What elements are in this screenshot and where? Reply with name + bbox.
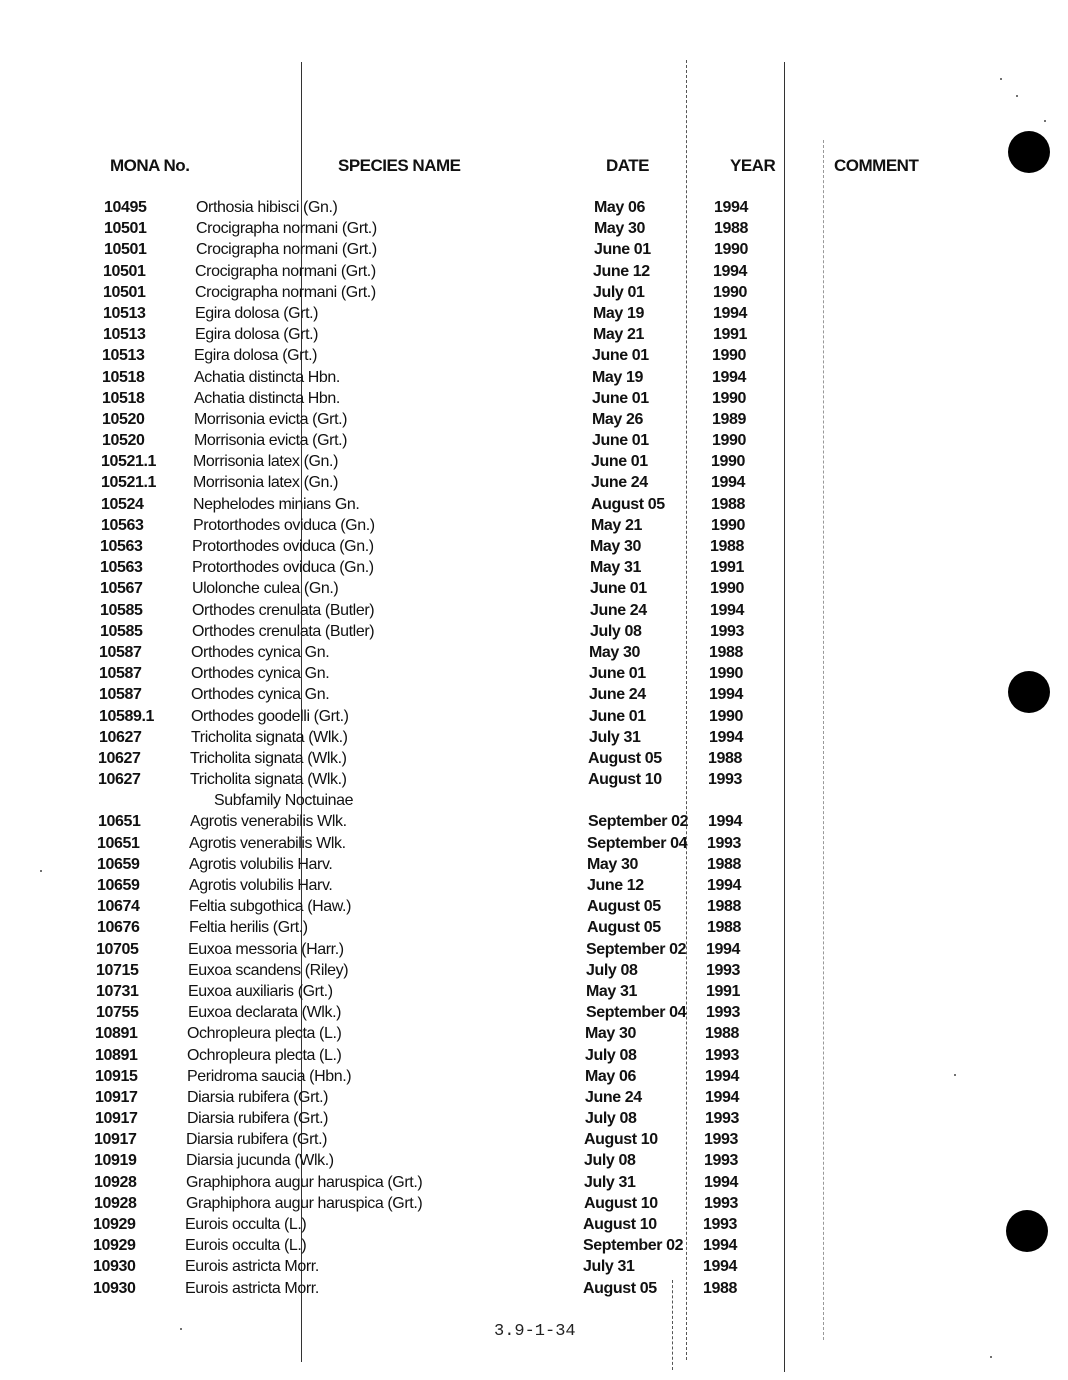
table-row: [0, 729, 1068, 750]
table-row: [0, 305, 1068, 326]
year-cell: 1993: [707, 834, 741, 852]
date-cell: July 01: [593, 283, 645, 301]
header-species-name: SPECIES NAME: [338, 156, 461, 175]
table-row: [0, 390, 1068, 411]
year-cell: 1993: [705, 1046, 739, 1064]
year-cell: 1994: [707, 877, 741, 894]
table-row: [0, 580, 1068, 601]
table-row: [0, 1216, 1068, 1237]
table-row: [0, 241, 1068, 262]
mona-number-cell: 10501: [103, 262, 146, 280]
header-mona-number: MONA No.: [110, 156, 190, 175]
year-cell: 1991: [706, 982, 740, 1000]
mona-number-cell: 10567: [100, 580, 143, 598]
species-name-cell: Euxoa declarata (Wlk.): [188, 1004, 342, 1022]
species-name-cell: Graphiphora augur haruspica (Grt.): [186, 1194, 423, 1212]
mona-number-cell: 10587: [99, 686, 142, 704]
date-cell: May 21: [593, 326, 644, 344]
date-cell: June 24: [585, 1088, 642, 1106]
date-cell: September 04: [587, 834, 688, 852]
species-name-cell: Ochropleura plecta (L.): [187, 1046, 342, 1064]
year-cell: 1993: [710, 622, 744, 640]
year-cell: 1994: [704, 1173, 738, 1191]
date-cell: July 08: [584, 1152, 636, 1170]
mona-number-cell: 10917: [95, 1110, 138, 1128]
year-cell: 1990: [709, 707, 743, 725]
species-name-cell: Agrotis volubilis Harv.: [189, 855, 333, 873]
mona-number-cell: 10917: [94, 1131, 137, 1149]
date-cell: June 01: [589, 665, 646, 683]
date-cell: May 19: [593, 304, 644, 322]
year-cell: 1994: [713, 304, 747, 322]
table-row: [0, 1089, 1068, 1110]
species-name-cell: Orthodes cynica Gn.: [191, 686, 330, 704]
year-cell: 1990: [713, 283, 747, 301]
species-name-cell: Morrisonia evicta (Grt.): [194, 432, 348, 450]
subfamily-heading-row: [0, 792, 1068, 813]
mona-number-cell: 10501: [103, 283, 146, 301]
date-cell: July 08: [590, 622, 642, 640]
year-cell: 1989: [712, 410, 746, 428]
date-cell: May 31: [590, 559, 641, 577]
year-cell: 1990: [714, 241, 748, 259]
species-name-cell: Orthodes cynica Gn.: [191, 643, 330, 661]
table-row: [0, 813, 1068, 834]
species-name-cell: Eurois astricta Morr.: [185, 1258, 319, 1276]
year-cell: 1994: [703, 1258, 737, 1276]
year-cell: 1988: [714, 220, 748, 238]
year-cell: 1990: [709, 665, 743, 683]
table-row: [0, 1068, 1068, 1089]
table-row: [0, 1047, 1068, 1068]
mona-number-cell: 10563: [100, 538, 143, 555]
date-cell: July 31: [583, 1258, 635, 1276]
table-row: [0, 1025, 1068, 1046]
year-cell: 1988: [710, 538, 744, 555]
date-cell: May 06: [594, 199, 645, 216]
mona-number-cell: 10928: [94, 1194, 137, 1212]
mona-number-cell: 10521.1: [101, 453, 157, 471]
mona-number-cell: 10501: [104, 241, 147, 259]
table-row: [0, 1004, 1068, 1025]
date-cell: May 21: [591, 516, 642, 534]
species-name-cell: Egira dolosa (Grt.): [195, 304, 319, 322]
date-cell: June 12: [587, 877, 644, 894]
species-name-cell: Morrisonia latex (Gn.): [193, 453, 339, 471]
date-cell: May 30: [587, 855, 638, 873]
table-row: [0, 686, 1068, 707]
species-name-cell: Orthodes cynica Gn.: [191, 665, 330, 683]
species-name-cell: Agrotis venerabilis Wlk.: [190, 813, 347, 831]
mona-number-cell: 10929: [93, 1237, 136, 1255]
table-row: [0, 856, 1068, 877]
date-cell: September 02: [588, 813, 689, 831]
mona-number-cell: 10563: [100, 559, 143, 577]
date-cell: August 05: [583, 1279, 657, 1297]
year-cell: 1993: [708, 771, 742, 789]
mona-number-cell: 10518: [102, 389, 145, 407]
year-cell: 1988: [708, 749, 742, 767]
species-name-cell: Diarsia rubifera (Grt.): [187, 1088, 329, 1106]
date-cell: August 10: [583, 1216, 657, 1233]
table-row: [0, 559, 1068, 580]
table-row: [0, 1131, 1068, 1152]
mona-number-cell: 10930: [93, 1279, 136, 1297]
date-cell: May 31: [586, 982, 637, 1000]
mona-number-cell: 10563: [101, 516, 144, 534]
species-name-cell: Crocigrapha normani (Grt.): [195, 283, 376, 301]
species-name-cell: Orthodes goodelli (Grt.): [191, 707, 349, 725]
mona-number-cell: 10651: [97, 834, 140, 852]
table-row: [0, 496, 1068, 517]
mona-number-cell: 10705: [96, 940, 139, 958]
year-cell: 1993: [706, 1004, 740, 1022]
mona-number-cell: 10917: [95, 1088, 138, 1106]
table-row: [0, 1258, 1068, 1279]
year-cell: 1993: [704, 1194, 738, 1212]
mona-number-cell: 10501: [104, 220, 147, 238]
date-cell: June 24: [590, 601, 647, 619]
date-cell: May 30: [594, 220, 645, 238]
date-cell: June 01: [589, 707, 646, 725]
species-name-cell: Tricholita signata (Wlk.): [190, 771, 347, 789]
date-cell: June 01: [591, 453, 648, 471]
date-cell: May 30: [585, 1025, 636, 1043]
table-row: [0, 1152, 1068, 1173]
table-row: [0, 708, 1068, 729]
year-cell: 1990: [711, 516, 745, 534]
year-cell: 1988: [707, 898, 741, 916]
species-name-cell: Morrisonia evicta (Grt.): [194, 410, 348, 428]
table-row: [0, 347, 1068, 368]
date-cell: September 02: [586, 940, 687, 958]
year-cell: 1994: [713, 262, 747, 280]
mona-number-cell: 10715: [96, 961, 139, 979]
species-name-cell: Tricholita signata (Wlk.): [191, 728, 348, 746]
date-cell: June 01: [590, 580, 647, 598]
date-cell: May 30: [589, 643, 640, 661]
species-name-cell: Euxoa scandens (Riley): [188, 961, 349, 979]
year-cell: 1994: [710, 601, 744, 619]
species-name-cell: Crocigrapha normani (Grt.): [196, 241, 377, 259]
table-row: [0, 919, 1068, 940]
table-row: [0, 1280, 1068, 1301]
mona-number-cell: 10930: [93, 1258, 136, 1276]
date-cell: August 10: [584, 1194, 658, 1212]
mona-number-cell: 10674: [97, 898, 140, 916]
year-cell: 1991: [713, 326, 747, 344]
year-cell: 1994: [703, 1237, 737, 1255]
table-row: [0, 1110, 1068, 1131]
table-row: [0, 644, 1068, 665]
scan-speck: [1016, 95, 1018, 97]
date-cell: August 05: [587, 898, 661, 916]
year-cell: 1993: [706, 961, 740, 979]
mona-number-cell: 10755: [96, 1004, 139, 1022]
mona-number-cell: 10524: [101, 495, 144, 513]
mona-number-cell: 10891: [95, 1046, 138, 1064]
date-cell: June 01: [592, 389, 649, 407]
year-cell: 1988: [707, 855, 741, 873]
species-name-cell: Diarsia rubifera (Grt.): [186, 1131, 328, 1149]
species-name-cell: Feltia herilis (Grt.): [189, 919, 308, 937]
table-row: [0, 453, 1068, 474]
table-row: [0, 220, 1068, 241]
species-name-cell: Eurois occulta (L.): [185, 1216, 307, 1233]
year-cell: 1993: [704, 1152, 738, 1170]
table-row: [0, 284, 1068, 305]
year-cell: 1993: [704, 1131, 738, 1149]
mona-number-cell: 10520: [102, 410, 145, 428]
mona-number-cell: 10518: [102, 368, 145, 386]
date-cell: May 26: [592, 410, 643, 428]
date-cell: June 24: [589, 686, 646, 704]
species-name-cell: Protorthodes oviduca (Gn.): [192, 538, 374, 555]
year-cell: 1988: [707, 919, 741, 937]
year-cell: 1991: [710, 559, 744, 577]
punch-hole-top: [1008, 131, 1050, 173]
species-name-cell: Orthodes crenulata (Butler): [192, 601, 375, 619]
species-name-cell: Achatia distincta Hbn.: [194, 368, 340, 386]
mona-number-cell: 10676: [97, 919, 140, 937]
date-cell: August 05: [588, 749, 662, 767]
year-cell: 1994: [714, 199, 748, 216]
date-cell: August 05: [587, 919, 661, 937]
date-cell: July 08: [585, 1110, 637, 1128]
mona-number-cell: 10928: [94, 1173, 137, 1191]
table-row: [0, 538, 1068, 559]
scan-speck: [990, 1356, 992, 1358]
table-row: [0, 665, 1068, 686]
species-name-cell: Feltia subgothica (Haw.): [189, 898, 352, 916]
mona-number-cell: 10659: [97, 877, 140, 894]
mona-number-cell: 10521.1: [101, 474, 157, 492]
species-name-cell: Euxoa messoria (Harr.): [188, 940, 344, 958]
year-cell: 1993: [705, 1110, 739, 1128]
table-row: [0, 602, 1068, 623]
year-cell: 1988: [705, 1025, 739, 1043]
table-row: [0, 1195, 1068, 1216]
year-cell: 1990: [712, 347, 746, 365]
table-row: [0, 432, 1068, 453]
species-name-cell: Eurois occulta (L.): [185, 1237, 307, 1255]
year-cell: 1990: [711, 453, 745, 471]
date-cell: August 05: [591, 495, 665, 513]
page-number: 3.9-1-34: [494, 1322, 576, 1341]
year-cell: 1990: [712, 432, 746, 450]
year-cell: 1988: [703, 1279, 737, 1297]
table-row: [0, 983, 1068, 1004]
mona-number-cell: 10659: [97, 855, 140, 873]
mona-number-cell: 10915: [95, 1067, 138, 1085]
date-cell: July 31: [584, 1173, 636, 1191]
date-cell: July 08: [585, 1046, 637, 1064]
species-name-cell: Tricholita signata (Wlk.): [190, 749, 347, 767]
table-row: [0, 898, 1068, 919]
date-cell: September 02: [583, 1237, 684, 1255]
mona-number-cell: 10651: [98, 813, 141, 831]
scan-speck: [1044, 120, 1046, 122]
mona-number-cell: 10513: [103, 326, 146, 344]
header-year: YEAR: [730, 156, 776, 175]
table-row: [0, 1174, 1068, 1195]
date-cell: September 04: [586, 1004, 687, 1022]
mona-number-cell: 10627: [98, 749, 141, 767]
species-name-cell: Diarsia jucunda (Wlk.): [186, 1152, 334, 1170]
year-cell: 1990: [712, 389, 746, 407]
mona-number-cell: 10891: [95, 1025, 138, 1043]
year-cell: 1994: [711, 474, 745, 492]
mona-number-cell: 10929: [93, 1216, 136, 1233]
date-cell: June 01: [594, 241, 651, 259]
date-cell: July 31: [589, 728, 641, 746]
table-row: [0, 962, 1068, 983]
table-row: [0, 411, 1068, 432]
date-cell: May 30: [590, 538, 641, 555]
table-row: [0, 369, 1068, 390]
mona-number-cell: 10513: [103, 304, 146, 322]
year-cell: 1994: [705, 1067, 739, 1085]
mona-number-cell: 10919: [94, 1152, 137, 1170]
mona-number-cell: 10589.1: [99, 707, 155, 725]
year-cell: 1994: [709, 686, 743, 704]
table-row: [0, 941, 1068, 962]
species-name-cell: Eurois astricta Morr.: [185, 1279, 319, 1297]
mona-number-cell: 10585: [100, 622, 143, 640]
species-name-cell: Orthosia hibisci (Gn.): [196, 199, 338, 216]
date-cell: June 12: [593, 262, 650, 280]
species-name-cell: Morrisonia latex (Gn.): [193, 474, 339, 492]
date-cell: August 10: [588, 771, 662, 789]
species-name-cell: Euxoa auxiliaris (Grt.): [188, 982, 333, 1000]
year-cell: 1994: [709, 728, 743, 746]
mona-number-cell: 10585: [100, 601, 143, 619]
species-name-cell: Nephelodes minians Gn.: [193, 495, 360, 513]
species-name-cell: Achatia distincta Hbn.: [194, 389, 340, 407]
table-row: [0, 623, 1068, 644]
species-name-cell: Ochropleura plecta (L.): [187, 1025, 342, 1043]
species-name-cell: Egira dolosa (Grt.): [195, 326, 319, 344]
header-date: DATE: [606, 156, 650, 175]
year-cell: 1994: [706, 940, 740, 958]
subfamily-heading: Subfamily Noctuinae: [214, 792, 354, 810]
date-cell: May 06: [585, 1067, 636, 1085]
mona-number-cell: 10513: [102, 347, 145, 365]
mona-number-cell: 10731: [96, 982, 139, 1000]
table-row: [0, 199, 1068, 220]
date-cell: June 24: [591, 474, 648, 492]
species-name-cell: Peridroma saucia (Hbn.): [187, 1067, 352, 1085]
date-cell: June 01: [592, 347, 649, 365]
table-row: [0, 1237, 1068, 1258]
table-row: [0, 326, 1068, 347]
year-cell: 1988: [711, 495, 745, 513]
table-row: [0, 474, 1068, 495]
table-row: [0, 263, 1068, 284]
species-name-cell: Graphiphora augur haruspica (Grt.): [186, 1173, 423, 1191]
mona-number-cell: 10627: [99, 728, 142, 746]
year-cell: 1988: [709, 643, 743, 661]
mona-number-cell: 10587: [99, 643, 142, 661]
header-comment: COMMENT: [834, 156, 919, 175]
mona-number-cell: 10520: [102, 432, 145, 450]
table-row: [0, 835, 1068, 856]
table-row: [0, 771, 1068, 792]
table-row: [0, 750, 1068, 771]
mona-number-cell: 10495: [104, 199, 147, 216]
date-cell: July 08: [586, 961, 638, 979]
mona-number-cell: 10587: [99, 665, 142, 683]
species-name-cell: Crocigrapha normani (Grt.): [195, 262, 376, 280]
species-name-cell: Diarsia rubifera (Grt.): [187, 1110, 329, 1128]
date-cell: June 01: [592, 432, 649, 450]
scan-speck: [1000, 78, 1002, 80]
species-name-cell: Orthodes crenulata (Butler): [192, 622, 375, 640]
scan-speck: [180, 1328, 182, 1330]
year-cell: 1990: [710, 580, 744, 598]
species-name-cell: Protorthodes oviduca (Gn.): [193, 516, 375, 534]
species-name-cell: Agrotis venerabilis Wlk.: [189, 834, 346, 852]
year-cell: 1994: [708, 813, 742, 831]
date-cell: August 10: [584, 1131, 658, 1149]
species-name-cell: Protorthodes oviduca (Gn.): [192, 559, 374, 577]
species-name-cell: Crocigrapha normani (Grt.): [196, 220, 377, 238]
species-name-cell: Ulolonche culea (Gn.): [192, 580, 339, 598]
table-row: [0, 877, 1068, 898]
table-row: [0, 517, 1068, 538]
species-table: [0, 199, 1068, 1301]
year-cell: 1994: [705, 1088, 739, 1106]
species-name-cell: Egira dolosa (Grt.): [194, 347, 318, 365]
year-cell: 1994: [712, 368, 746, 386]
mona-number-cell: 10627: [98, 771, 141, 789]
species-name-cell: Agrotis volubilis Harv.: [189, 877, 333, 894]
year-cell: 1993: [703, 1216, 737, 1233]
date-cell: May 19: [592, 368, 643, 386]
